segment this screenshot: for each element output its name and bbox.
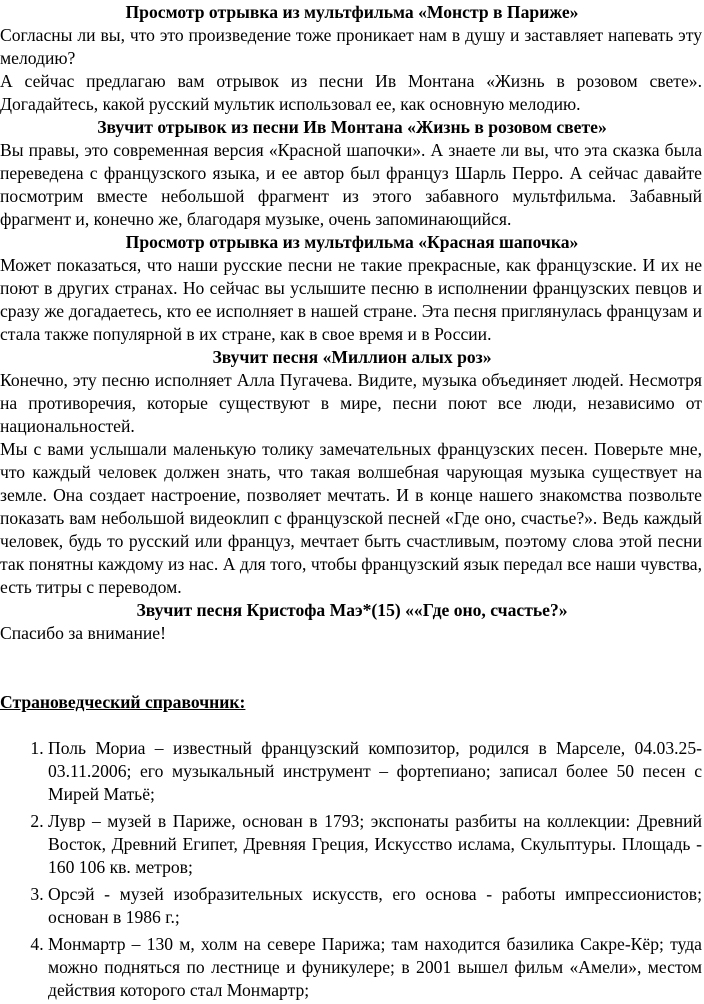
paragraph-red-riding-hood: Вы правы, это современная версия «Красной шапочки». А знаете ли вы, что эта сказка была переведена с французского языка, и ее автор был француз Шарль Перро. А сейчас давайте посмотрим вместе небольшой фрагмент из этого забавного мультфильма. Забавный фрагмент и, конечно же, благодаря музыке, очень запоминающийся. (0, 140, 702, 229)
heading-million-roses: Звучит песня «Миллион алых роз» (212, 347, 492, 367)
list-item: 2. Лувр – музей в Париже, основан в 1793; экспонаты разбиты на коллекции: Древний Восток, Древний Египет, Древняя Греция, Искусство ислама, Скульптуры. Площадь - 160 106 кв. метров; (48, 810, 704, 879)
reference-list (0, 737, 704, 1002)
paragraph-russian-songs: Может показаться, что наши русские песни не такие прекрасные, как французские. И их не поют в других странах. Но сейчас вы услышите песню в исполнении французских певцов и сразу же догадаетесь, кто ее исполняет в нашей стране. Эта песня приглянулась французам и стала также популярной в их стране, как в свое время и в России. (0, 255, 702, 344)
heading-monster-in-paris: Просмотр отрывка из мультфильма «Монстр в Париже» (125, 2, 579, 22)
thanks-text: Спасибо за внимание! (0, 623, 166, 643)
paragraph-question: Согласны ли вы, что это произведение тоже проникает нам в душу и заставляет напевать эту мелодию? (0, 25, 702, 68)
list-item: 3. Орсэй - музей изобразительных искусств, его основа - работы импрессионистов; основан в 1986 г.; (48, 883, 704, 929)
paragraph-montand-intro: А сейчас предлагаю вам отрывок из песни Ив Монтана «Жизнь в розовом свете». Догадайтесь, какой русский мультик использовал ее, как основную мелодию. (0, 71, 702, 114)
spacer (0, 645, 704, 691)
reference-title: Страноведческий справочник: (0, 692, 246, 712)
paragraph-pugacheva: Конечно, эту песню исполняет Алла Пугачева. Видите, музыка объединяет людей. Несмотря на противоречия, которые существуют в мире, песни поют все люди, независимо от национальностей. (0, 370, 702, 436)
list-item: 1. Поль Мориа – известный французский композитор, родился в Марселе, 04.03.25-03.11.2006; его музыкальный инструмент – фортепиано; записал более 50 песен с Мирей Матьё; (48, 737, 704, 806)
paragraph-french-songs: Мы с вами услышали маленькую толику замечательных французских песен. Поверьте мне, что каждый человек должен знать, что такая волшебная чарующая музыка существует на земле. Она создает настроение, позволяет мечтать. И в конце нашего знакомства позвольте показать вам небольшой видеоклип с французской песней «Где оно, счастье?». Ведь каждый человек, будь то русский или француз, мечтает быть счастливым, поэтому слова этой песни так понятны каждому из нас. А для того, чтобы французский язык передал все наши чувства, есть титры с переводом. (0, 439, 702, 597)
heading-montand-song: Звучит отрывок из песни Ив Монтана «Жизнь в розовом свете» (97, 117, 607, 137)
list-item: 4. Монмартр – 130 м, холм на севере Парижа; там находится базилика Сакре-Кёр; туда можно подняться по лестнице и фуникулере; в 2001 вышел фильм «Амели», местом действия которого стал Монмартр; (48, 933, 704, 1002)
heading-red-riding-hood: Просмотр отрывка из мультфильма «Красная шапочка» (125, 232, 579, 252)
heading-christophe-mae: Звучит песня Кристофа Маэ*(15) ««Где оно, счастье?» (136, 600, 568, 620)
